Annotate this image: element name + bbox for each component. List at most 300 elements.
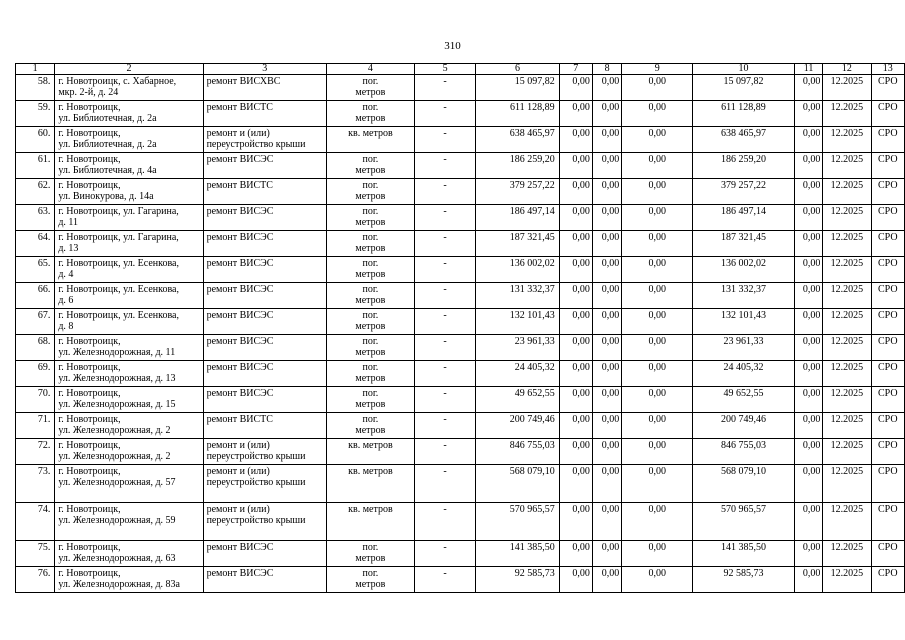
unit-cell	[327, 153, 415, 179]
col9-cell: 0,00	[622, 283, 693, 309]
unit-cell-line: метров	[355, 553, 386, 564]
work-type-cell-line: ремонт и (или)	[206, 504, 270, 515]
unit-cell-line: метров	[355, 87, 386, 98]
address-cell	[55, 127, 203, 153]
source-cell: СРО	[871, 567, 904, 593]
deadline-cell: 12.2025	[823, 231, 871, 257]
table-row	[16, 361, 905, 387]
address-cell-line: г. Новотроицк,	[58, 154, 121, 165]
work-type-cell-line: ремонт ВИСТС	[206, 414, 273, 425]
fund-cell: 15 097,82	[693, 75, 795, 101]
unit-cell-line: пог.	[362, 542, 379, 553]
cost-total-cell: 187 321,45	[476, 231, 559, 257]
work-type-cell	[203, 465, 326, 503]
col5-cell: -	[414, 335, 476, 361]
work-type-cell	[203, 361, 326, 387]
work-type-cell	[203, 541, 326, 567]
col9-cell: 0,00	[622, 503, 693, 541]
row-number: 67.	[16, 309, 55, 335]
work-type-cell-line: переустройство крыши	[206, 477, 306, 488]
source-cell: СРО	[871, 127, 904, 153]
cost-total-cell: 570 965,57	[476, 503, 559, 541]
address-cell	[55, 179, 203, 205]
address-cell-line: ул. Библиотечная, д. 2а	[58, 139, 157, 150]
unit-cell	[327, 75, 415, 101]
col9-cell: 0,00	[622, 257, 693, 283]
unit-cell	[327, 439, 415, 465]
col7-cell: 0,00	[559, 503, 592, 541]
source-cell: СРО	[871, 75, 904, 101]
work-type-cell	[203, 387, 326, 413]
unit-cell-line: метров	[355, 321, 386, 332]
unit-cell	[327, 257, 415, 283]
fund-cell: 131 332,37	[693, 283, 795, 309]
col7-cell: 0,00	[559, 361, 592, 387]
cost-total-cell: 24 405,32	[476, 361, 559, 387]
unit-cell-line: пог.	[362, 102, 379, 113]
cost-total-cell: 49 652,55	[476, 387, 559, 413]
source-cell: СРО	[871, 153, 904, 179]
work-type-cell-line: ремонт и (или)	[206, 128, 270, 139]
address-cell-line: ул. Железнодорожная, д. 13	[58, 373, 176, 384]
cost-total-cell: 23 961,33	[476, 335, 559, 361]
source-cell: СРО	[871, 205, 904, 231]
source-cell: СРО	[871, 541, 904, 567]
col9-cell: 0,00	[622, 179, 693, 205]
unit-cell	[327, 387, 415, 413]
work-type-cell	[203, 127, 326, 153]
row-number: 65.	[16, 257, 55, 283]
unit-cell	[327, 361, 415, 387]
unit-cell-line: кв. метров	[348, 466, 393, 477]
fund-cell: 186 259,20	[693, 153, 795, 179]
address-cell	[55, 335, 203, 361]
col8-cell: 0,00	[592, 541, 621, 567]
col9-cell: 0,00	[622, 567, 693, 593]
col5-cell: -	[414, 205, 476, 231]
col5-cell: -	[414, 75, 476, 101]
row-number: 64.	[16, 231, 55, 257]
table-row	[16, 75, 905, 101]
deadline-cell: 12.2025	[823, 283, 871, 309]
fund-cell: 611 128,89	[693, 101, 795, 127]
col5-cell: -	[414, 361, 476, 387]
row-number: 68.	[16, 335, 55, 361]
row-number: 58.	[16, 75, 55, 101]
col8-cell: 0,00	[592, 465, 621, 503]
work-type-cell	[203, 101, 326, 127]
source-cell: СРО	[871, 361, 904, 387]
col7-cell: 0,00	[559, 465, 592, 503]
work-type-cell	[203, 75, 326, 101]
table-row	[16, 309, 905, 335]
col7-cell: 0,00	[559, 257, 592, 283]
unit-cell-line: пог.	[362, 154, 379, 165]
unit-cell	[327, 179, 415, 205]
fund-cell: 638 465,97	[693, 127, 795, 153]
table-row	[16, 283, 905, 309]
col11-cell: 0,00	[794, 541, 823, 567]
deadline-cell: 12.2025	[823, 465, 871, 503]
work-type-cell	[203, 309, 326, 335]
repair-plan-table	[15, 63, 905, 593]
fund-cell: 141 385,50	[693, 541, 795, 567]
work-type-cell-line: переустройство крыши	[206, 139, 306, 150]
col5-cell: -	[414, 413, 476, 439]
col11-cell: 0,00	[794, 567, 823, 593]
column-number-9: 9	[622, 64, 693, 75]
row-number: 74.	[16, 503, 55, 541]
col9-cell: 0,00	[622, 205, 693, 231]
cost-total-cell: 131 332,37	[476, 283, 559, 309]
col11-cell: 0,00	[794, 387, 823, 413]
work-type-cell	[203, 567, 326, 593]
address-cell-line: д. 13	[58, 243, 79, 254]
col8-cell: 0,00	[592, 439, 621, 465]
row-number: 76.	[16, 567, 55, 593]
col7-cell: 0,00	[559, 413, 592, 439]
page-number: 310	[444, 40, 461, 52]
col11-cell: 0,00	[794, 361, 823, 387]
col11-cell: 0,00	[794, 309, 823, 335]
col7-cell: 0,00	[559, 567, 592, 593]
address-cell-line: г. Новотроицк,	[58, 336, 121, 347]
source-cell: СРО	[871, 439, 904, 465]
fund-cell: 568 079,10	[693, 465, 795, 503]
address-cell	[55, 75, 203, 101]
col7-cell: 0,00	[559, 127, 592, 153]
unit-cell-line: метров	[355, 399, 386, 410]
cost-total-cell: 200 749,46	[476, 413, 559, 439]
address-cell-line: г. Новотроицк, ул. Гагарина,	[58, 206, 179, 217]
work-type-cell-line: ремонт ВИСЭС	[206, 542, 274, 553]
table-row	[16, 153, 905, 179]
column-number-4: 4	[327, 64, 415, 75]
col8-cell: 0,00	[592, 153, 621, 179]
column-number-1: 1	[16, 64, 55, 75]
col5-cell: -	[414, 465, 476, 503]
source-cell: СРО	[871, 257, 904, 283]
address-cell-line: ул. Железнодорожная, д. 2	[58, 451, 171, 462]
col9-cell: 0,00	[622, 361, 693, 387]
row-number: 60.	[16, 127, 55, 153]
column-number-2: 2	[55, 64, 203, 75]
fund-cell: 92 585,73	[693, 567, 795, 593]
col7-cell: 0,00	[559, 101, 592, 127]
deadline-cell: 12.2025	[823, 413, 871, 439]
address-cell-line: ул. Библиотечная, д. 2а	[58, 113, 157, 124]
fund-cell: 187 321,45	[693, 231, 795, 257]
table-row	[16, 257, 905, 283]
col11-cell: 0,00	[794, 335, 823, 361]
table-row	[16, 439, 905, 465]
col9-cell: 0,00	[622, 335, 693, 361]
col5-cell: -	[414, 153, 476, 179]
address-cell-line: г. Новотроицк, с. Хабарное,	[58, 76, 177, 87]
col11-cell: 0,00	[794, 153, 823, 179]
col8-cell: 0,00	[592, 127, 621, 153]
row-number: 69.	[16, 361, 55, 387]
deadline-cell: 12.2025	[823, 541, 871, 567]
col11-cell: 0,00	[794, 465, 823, 503]
unit-cell-line: пог.	[362, 568, 379, 579]
source-cell: СРО	[871, 387, 904, 413]
col5-cell: -	[414, 101, 476, 127]
column-number-8: 8	[592, 64, 621, 75]
deadline-cell: 12.2025	[823, 439, 871, 465]
address-cell-line: д. 6	[58, 295, 74, 306]
col8-cell: 0,00	[592, 179, 621, 205]
unit-cell	[327, 541, 415, 567]
address-cell-line: ул. Железнодорожная, д. 11	[58, 347, 176, 358]
col5-cell: -	[414, 567, 476, 593]
unit-cell-line: кв. метров	[348, 128, 393, 139]
unit-cell-line: пог.	[362, 258, 379, 269]
source-cell: СРО	[871, 335, 904, 361]
address-cell	[55, 567, 203, 593]
work-type-cell-line: ремонт ВИСХВС	[206, 76, 281, 87]
deadline-cell: 12.2025	[823, 335, 871, 361]
col8-cell: 0,00	[592, 503, 621, 541]
address-cell	[55, 361, 203, 387]
row-number: 62.	[16, 179, 55, 205]
work-type-cell-line: ремонт ВИСЭС	[206, 232, 274, 243]
table-row	[16, 465, 905, 503]
work-type-cell	[203, 257, 326, 283]
address-cell-line: г. Новотроицк, ул. Есенкова,	[58, 310, 179, 321]
address-cell-line: г. Новотроицк, ул. Гагарина,	[58, 232, 179, 243]
col9-cell: 0,00	[622, 541, 693, 567]
unit-cell-line: пог.	[362, 388, 379, 399]
source-cell: СРО	[871, 309, 904, 335]
col11-cell: 0,00	[794, 231, 823, 257]
address-cell-line: ул. Железнодорожная, д. 83а	[58, 579, 180, 590]
col8-cell: 0,00	[592, 101, 621, 127]
address-cell	[55, 231, 203, 257]
address-cell	[55, 439, 203, 465]
col7-cell: 0,00	[559, 387, 592, 413]
col9-cell: 0,00	[622, 309, 693, 335]
column-number-6: 6	[476, 64, 559, 75]
col7-cell: 0,00	[559, 231, 592, 257]
unit-cell	[327, 503, 415, 541]
col5-cell: -	[414, 503, 476, 541]
unit-cell-line: метров	[355, 295, 386, 306]
unit-cell-line: метров	[355, 165, 386, 176]
source-cell: СРО	[871, 283, 904, 309]
table-row	[16, 541, 905, 567]
row-number: 63.	[16, 205, 55, 231]
address-cell-line: г. Новотроицк,	[58, 414, 121, 425]
col9-cell: 0,00	[622, 413, 693, 439]
unit-cell-line: пог.	[362, 76, 379, 87]
work-type-cell	[203, 503, 326, 541]
work-type-cell-line: ремонт и (или)	[206, 466, 270, 477]
unit-cell-line: пог.	[362, 414, 379, 425]
source-cell: СРО	[871, 465, 904, 503]
col5-cell: -	[414, 179, 476, 205]
unit-cell-line: метров	[355, 373, 386, 384]
col8-cell: 0,00	[592, 283, 621, 309]
unit-cell-line: метров	[355, 243, 386, 254]
col11-cell: 0,00	[794, 257, 823, 283]
unit-cell	[327, 231, 415, 257]
unit-cell-line: метров	[355, 269, 386, 280]
col11-cell: 0,00	[794, 283, 823, 309]
col11-cell: 0,00	[794, 179, 823, 205]
address-cell-line: г. Новотроицк,	[58, 568, 121, 579]
fund-cell: 23 961,33	[693, 335, 795, 361]
col8-cell: 0,00	[592, 361, 621, 387]
address-cell	[55, 257, 203, 283]
col9-cell: 0,00	[622, 75, 693, 101]
table-row	[16, 101, 905, 127]
cost-total-cell: 132 101,43	[476, 309, 559, 335]
work-type-cell	[203, 335, 326, 361]
unit-cell-line: кв. метров	[348, 504, 393, 515]
address-cell	[55, 387, 203, 413]
deadline-cell: 12.2025	[823, 503, 871, 541]
address-cell-line: г. Новотроицк,	[58, 504, 121, 515]
address-cell	[55, 413, 203, 439]
cost-total-cell: 568 079,10	[476, 465, 559, 503]
col8-cell: 0,00	[592, 75, 621, 101]
work-type-cell	[203, 153, 326, 179]
column-number-13: 13	[871, 64, 904, 75]
address-cell-line: ул. Железнодорожная, д. 15	[58, 399, 176, 410]
col8-cell: 0,00	[592, 309, 621, 335]
column-number-12: 12	[823, 64, 871, 75]
fund-cell: 24 405,32	[693, 361, 795, 387]
col7-cell: 0,00	[559, 205, 592, 231]
col9-cell: 0,00	[622, 101, 693, 127]
col7-cell: 0,00	[559, 179, 592, 205]
column-number-3: 3	[203, 64, 326, 75]
col8-cell: 0,00	[592, 413, 621, 439]
col11-cell: 0,00	[794, 503, 823, 541]
col5-cell: -	[414, 127, 476, 153]
address-cell-line: ул. Железнодорожная, д. 2	[58, 425, 171, 436]
deadline-cell: 12.2025	[823, 127, 871, 153]
col9-cell: 0,00	[622, 439, 693, 465]
cost-total-cell: 638 465,97	[476, 127, 559, 153]
cost-total-cell: 611 128,89	[476, 101, 559, 127]
cost-total-cell: 136 002,02	[476, 257, 559, 283]
col11-cell: 0,00	[794, 413, 823, 439]
row-number: 71.	[16, 413, 55, 439]
col7-cell: 0,00	[559, 439, 592, 465]
unit-cell-line: метров	[355, 191, 386, 202]
address-cell-line: ул. Винокурова, д. 14а	[58, 191, 154, 202]
col7-cell: 0,00	[559, 153, 592, 179]
col8-cell: 0,00	[592, 567, 621, 593]
cost-total-cell: 186 497,14	[476, 205, 559, 231]
col8-cell: 0,00	[592, 231, 621, 257]
col5-cell: -	[414, 541, 476, 567]
column-number-10: 10	[693, 64, 795, 75]
deadline-cell: 12.2025	[823, 205, 871, 231]
source-cell: СРО	[871, 413, 904, 439]
deadline-cell: 12.2025	[823, 179, 871, 205]
unit-cell	[327, 567, 415, 593]
unit-cell-line: метров	[355, 579, 386, 590]
table-row	[16, 231, 905, 257]
cost-total-cell: 186 259,20	[476, 153, 559, 179]
address-cell-line: г. Новотроицк,	[58, 440, 121, 451]
table-row	[16, 503, 905, 541]
work-type-cell-line: ремонт ВИСЭС	[206, 258, 274, 269]
address-cell	[55, 503, 203, 541]
fund-cell: 846 755,03	[693, 439, 795, 465]
row-number: 70.	[16, 387, 55, 413]
deadline-cell: 12.2025	[823, 567, 871, 593]
cost-total-cell: 92 585,73	[476, 567, 559, 593]
col8-cell: 0,00	[592, 205, 621, 231]
cost-total-cell: 15 097,82	[476, 75, 559, 101]
work-type-cell	[203, 179, 326, 205]
col11-cell: 0,00	[794, 205, 823, 231]
work-type-cell	[203, 413, 326, 439]
unit-cell	[327, 101, 415, 127]
address-cell-line: г. Новотроицк,	[58, 466, 121, 477]
unit-cell-line: пог.	[362, 232, 379, 243]
table-row	[16, 335, 905, 361]
deadline-cell: 12.2025	[823, 257, 871, 283]
unit-cell	[327, 205, 415, 231]
source-cell: СРО	[871, 101, 904, 127]
address-cell	[55, 541, 203, 567]
source-cell: СРО	[871, 231, 904, 257]
work-type-cell	[203, 439, 326, 465]
work-type-cell-line: ремонт ВИСЭС	[206, 154, 274, 165]
fund-cell: 132 101,43	[693, 309, 795, 335]
work-type-cell-line: ремонт ВИСТС	[206, 180, 273, 191]
col9-cell: 0,00	[622, 127, 693, 153]
unit-cell-line: пог.	[362, 206, 379, 217]
unit-cell-line: кв. метров	[348, 440, 393, 451]
cost-total-cell: 379 257,22	[476, 179, 559, 205]
work-type-cell-line: ремонт и (или)	[206, 440, 270, 451]
address-cell-line: г. Новотроицк,	[58, 128, 121, 139]
unit-cell-line: пог.	[362, 284, 379, 295]
fund-cell: 186 497,14	[693, 205, 795, 231]
work-type-cell	[203, 231, 326, 257]
unit-cell-line: пог.	[362, 180, 379, 191]
col5-cell: -	[414, 387, 476, 413]
col8-cell: 0,00	[592, 387, 621, 413]
address-cell-line: д. 11	[58, 217, 79, 228]
deadline-cell: 12.2025	[823, 361, 871, 387]
address-cell-line: д. 8	[58, 321, 74, 332]
unit-cell	[327, 283, 415, 309]
address-cell-line: г. Новотроицк,	[58, 102, 121, 113]
col11-cell: 0,00	[794, 101, 823, 127]
row-number: 66.	[16, 283, 55, 309]
column-number-7: 7	[559, 64, 592, 75]
address-cell-line: ул. Библиотечная, д. 4а	[58, 165, 157, 176]
table-row	[16, 387, 905, 413]
col8-cell: 0,00	[592, 335, 621, 361]
col11-cell: 0,00	[794, 75, 823, 101]
column-number-5: 5	[414, 64, 476, 75]
source-cell: СРО	[871, 503, 904, 541]
address-cell-line: г. Новотроицк,	[58, 180, 121, 191]
col7-cell: 0,00	[559, 335, 592, 361]
deadline-cell: 12.2025	[823, 101, 871, 127]
fund-cell: 379 257,22	[693, 179, 795, 205]
table-row	[16, 567, 905, 593]
row-number: 73.	[16, 465, 55, 503]
